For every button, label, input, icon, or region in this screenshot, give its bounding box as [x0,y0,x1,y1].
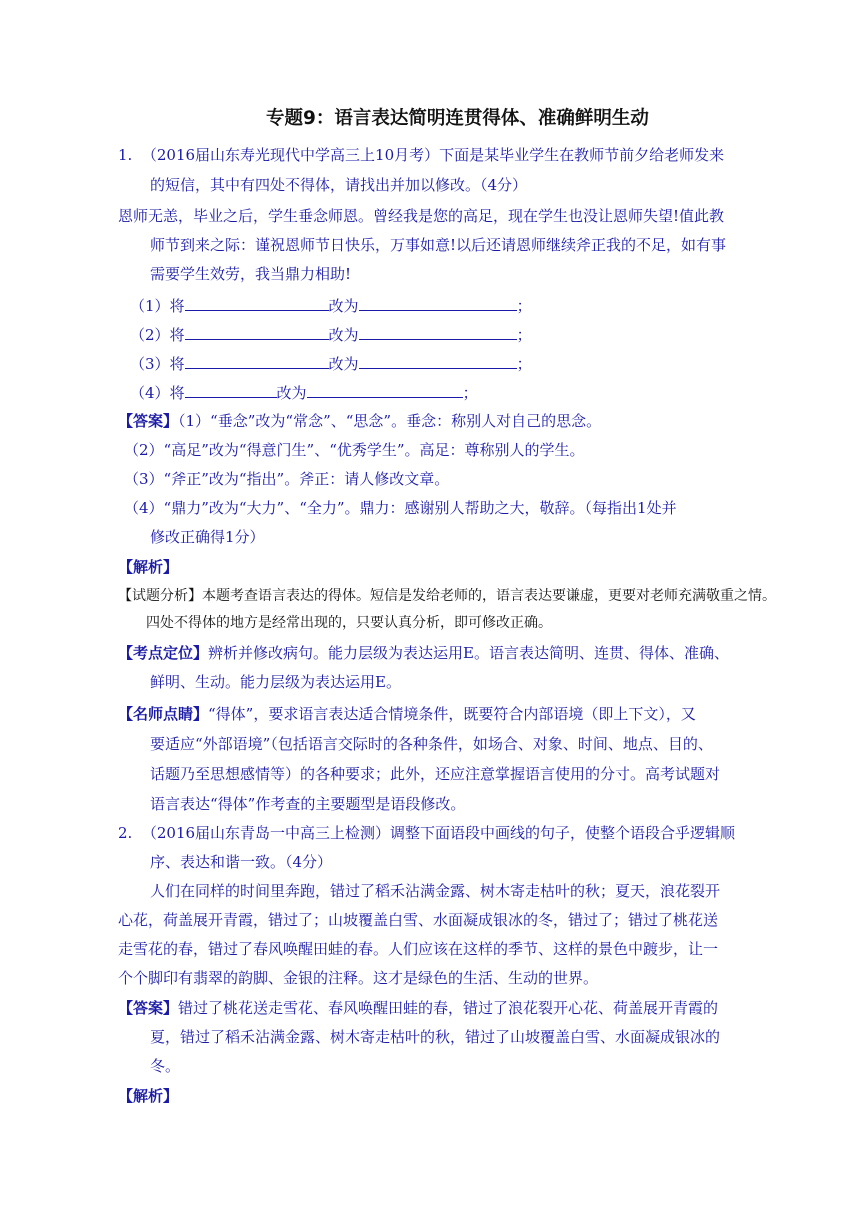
q1-message-line2: 师节到来之际：谨祝恩师节日快乐，万事如意!以后还请恩师继续斧正我的不足，如有事 [150,236,727,254]
q1-blank-row [130,294,860,317]
fill-blank[interactable] [359,352,517,369]
fill-blank[interactable] [185,323,329,340]
kaodian-text: 辨析并修改病句。能力层级为表达运用E。语言表达简明、连贯、得体、准确、 [208,644,729,662]
q1-stem [118,144,860,166]
answer-label: 【答案】 [118,999,179,1017]
q2-passage-line4: 个个脚印有翡翠的韵脚、金银的注释。这才是绿色的生活、生动的世界。 [118,969,599,987]
answer-item-2: （2）“高足”改为“得意门生”、“优秀学生”。高足：尊称别人的学生。 [124,441,585,459]
fill-blank[interactable] [185,294,329,311]
mingshi-text: “得体”，要求语言表达适合情境条件，既要符合内部语境（即上下文），又 [208,705,696,723]
blank-end: ； [462,384,478,402]
fill-blank[interactable] [307,381,463,398]
q2-stem-line2: 序、表达和谐一致。（4分） [150,853,333,871]
q1-message-line3: 需要学生效劳，我当鼎力相助! [150,265,352,283]
q2-answer-text: 错过了桃花送走雪花、春风唤醒田蛙的春，错过了浪花裂开心花、荷盖展开青霞的 [178,999,719,1017]
kaodian-line2: 鲜明、生动。能力层级为表达运用E。 [150,673,401,691]
kaodian-label: 【考点定位】 [118,644,209,662]
fill-blank[interactable] [185,352,329,369]
q2-number: 2. [118,824,133,842]
q2-analysis-label: 【解析】 [118,1087,179,1105]
blank-prefix: （2）将 [130,326,185,344]
q1-stem-line2: 的短信，其中有四处不得体，请找出并加以修改。（4分） [150,176,528,194]
answer-label: 【答案】 [118,412,179,430]
q1-answer-line1 [118,410,860,432]
fill-blank[interactable] [359,294,517,311]
q2-answer-line3: 冬。 [150,1057,181,1075]
mingshi-label: 【名师点睛】 [118,705,209,723]
q2-passage-line3: 走雪花的春，错过了春风唤醒田蛙的春。人们应该在这样的季节、这样的景色中踱步，让一 [118,940,719,958]
analysis-label: 【解析】 [118,558,179,576]
blank-end: ； [516,297,532,315]
q1-blank-row [130,352,860,375]
fill-blank[interactable] [359,323,517,340]
q2-stem-line1: （2016届山东青岛一中高三上检测）调整下面语段中画线的句子，使整个语段合乎逻辑顺 [141,824,736,842]
q1-number: 1. [118,146,133,164]
kaodian-line1 [118,642,860,664]
blank-end: ； [516,355,532,373]
q2-passage-line2: 心花，荷盖展开青霞，错过了；山坡覆盖白雪、水面凝成银冰的冬，错过了；错过了桃花送 [118,911,719,929]
q1-stem-line1: （2016届山东寿光现代中学高三上10月考）下面是某毕业学生在教师节前夕给老师发来 [141,146,725,164]
blank-mid: 改为 [328,355,359,373]
q2-passage-line1: 人们在同样的时间里奔跑，错过了稻禾沾满金露、树木寄走枯叶的秋；夏天，浪花裂开 [150,882,721,900]
q2-answer-line2: 夏，错过了稻禾沾满金露、树木寄走枯叶的秋，错过了山坡覆盖白雪、水面凝成银冰的 [150,1028,721,1046]
answer-item-1: （1）“垂念”改为“常念”、“思念”。垂念：称别人对自己的思念。 [178,412,602,430]
answer-item-4b: 修改正确得1分） [150,528,265,546]
blank-end: ； [516,326,532,344]
q1-message-line1: 恩师无恙，毕业之后，学生垂念师恩。曾经我是您的高足，现在学生也没让恩师失望!值此教 [118,207,725,225]
blank-mid: 改为 [328,326,359,344]
q1-blank-row [130,381,860,404]
analysis-text-line2: 四处不得体的地方是经常出现的，只要认真分析，即可修改正确。 [146,615,552,631]
answer-item-4a: （4）“鼎力”改为“大力”、“全力”。鼎力：感谢别人帮助之大，敬辞。（每指出1处并 [124,499,677,517]
blank-mid: 改为 [276,384,307,402]
mingshi-line3: 话题乃至思想感情等）的各种要求；此外，还应注意掌握语言使用的分寸。高考试题对 [150,765,721,783]
mingshi-line4: 语言表达“得体”作考查的主要题型是语段修改。 [150,795,466,813]
analysis-text-line1: 【试题分析】本题考查语言表达的得体。短信是发给老师的，语言表达要谦虚，更要对老师充满敬重之情。 [118,588,776,604]
answer-item-3: （3）“斧正”改为“指出”。斧正：请人修改文章。 [124,470,450,488]
q1-blank-row [130,323,860,346]
mingshi-line1 [118,703,860,725]
q2-stem [118,822,860,844]
blank-prefix: （4）将 [130,384,185,402]
blank-prefix: （1）将 [130,297,185,315]
page-title: 专题9：语言表达简明连贯得体、准确鲜明生动 [266,108,649,129]
blank-prefix: （3）将 [130,355,185,373]
fill-blank[interactable] [185,381,277,398]
blank-mid: 改为 [328,297,359,315]
q2-answer-line1 [118,997,860,1019]
mingshi-line2: 要适应“外部语境”（包括语言交际时的各种条件，如场合、对象、时间、地点、目的、 [150,735,713,753]
